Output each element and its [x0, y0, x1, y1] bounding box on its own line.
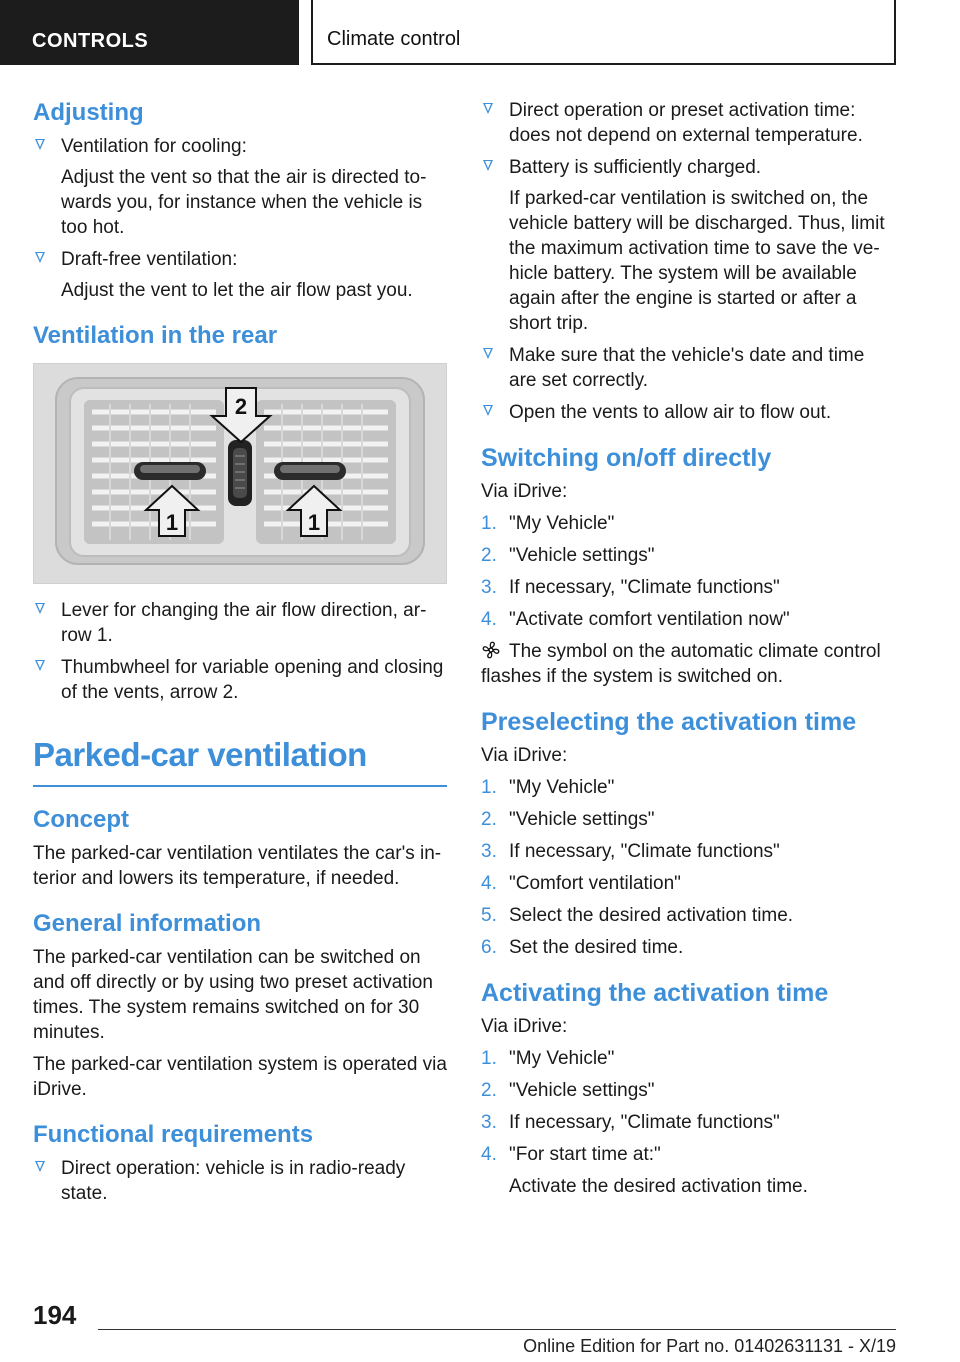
- step-number: 1.: [481, 777, 497, 798]
- bullet-title: Battery is sufficiently charged.: [509, 157, 762, 178]
- step-number: 2.: [481, 545, 497, 566]
- list-item: [481, 511, 891, 536]
- bullet-title: Open the vents to allow air to flow out.: [509, 402, 832, 423]
- list-item: [481, 871, 891, 896]
- step-number: 4.: [481, 1144, 497, 1165]
- bullet-triangle-icon: [35, 660, 45, 671]
- list-item: [481, 1142, 891, 1199]
- switching-heading: Switching on/off directly: [481, 444, 772, 472]
- bullet-item: [33, 134, 447, 240]
- bullet-title: Draft-free ventilation:: [61, 249, 238, 270]
- bullet-triangle-icon: [483, 160, 493, 171]
- header-chapter-label: Climate control: [327, 28, 461, 50]
- step-text: Select the desired activation time.: [509, 905, 794, 926]
- list-item: [481, 903, 891, 928]
- step-text: "Vehicle settings": [509, 1080, 655, 1101]
- bullet-item: [33, 1156, 447, 1206]
- bullet-text: Adjust the vent so that the air is directed to- wards you, for instance when the vehicle is too hot.: [61, 167, 427, 238]
- step-number: 5.: [481, 905, 497, 926]
- via-idrive-text: Via iDrive:: [481, 1016, 568, 1037]
- step-number: 3.: [481, 577, 497, 598]
- header-section-label: CONTROLS: [32, 30, 149, 52]
- general-text: The parked-car ventilation system is operated via iDrive.: [33, 1054, 447, 1100]
- edition-text: Online Edition for Part no. 01402631131 - X/19: [523, 1336, 896, 1356]
- concept-heading: Concept: [33, 806, 129, 833]
- step-text: If necessary, "Climate functions": [509, 577, 780, 598]
- figure-label-2: 2: [234, 394, 248, 419]
- step-text: "Activate comfort ventilation now": [509, 609, 790, 630]
- bullet-triangle-icon: [483, 348, 493, 359]
- parked-car-ventilation-heading: Parked-car ventilation: [33, 735, 447, 787]
- symbol-text: The symbol on the automatic climate control flashes if the system is switched on.: [481, 641, 881, 687]
- bullet-text: Thumbwheel for variable opening and closing of the vents, arrow 2.: [61, 657, 444, 703]
- step-number: 1.: [481, 1048, 497, 1069]
- step-text: "Vehicle settings": [509, 809, 655, 830]
- step-text: "Vehicle settings": [509, 545, 655, 566]
- via-idrive-text: Via iDrive:: [481, 745, 568, 766]
- list-item: [481, 1078, 891, 1103]
- step-text: "For start time at:": [509, 1144, 661, 1165]
- concept-text: The parked-car ventilation ventilates the car's in- terior and lowers its temperature, if needed.: [33, 843, 442, 889]
- activating-heading: Activating the activation time: [481, 979, 829, 1007]
- via-idrive-text: Via iDrive:: [481, 481, 568, 502]
- bullet-item: [33, 655, 447, 705]
- bullet-title: Ventilation for cooling:: [61, 136, 247, 157]
- list-item: [481, 575, 891, 600]
- bullet-triangle-icon: [483, 103, 493, 114]
- bullet-title: Make sure that the vehicle's date and time are set correctly.: [509, 345, 865, 391]
- list-item: [481, 1110, 891, 1135]
- bullet-item: [481, 155, 891, 336]
- right-column: [481, 98, 891, 1206]
- bullet-item: [481, 400, 891, 425]
- step-text: If necessary, "Climate functions": [509, 1112, 780, 1133]
- fan-icon: [481, 640, 501, 660]
- bullet-item: [33, 598, 447, 648]
- bullet-item: [481, 98, 891, 148]
- figure-label-1-left: 1: [165, 510, 179, 535]
- list-item: [481, 935, 891, 960]
- header-chapter-tab: [311, 0, 896, 65]
- step-number: 6.: [481, 937, 497, 958]
- list-item: [481, 543, 891, 568]
- general-information-heading: General information: [33, 910, 262, 937]
- bullet-item: [481, 343, 891, 393]
- symbol-note: [481, 639, 891, 689]
- list-item: [481, 1046, 891, 1071]
- functional-requirements-heading: Functional requirements: [33, 1121, 314, 1148]
- step-text: "My Vehicle": [509, 513, 615, 534]
- bullet-triangle-icon: [35, 1161, 45, 1172]
- bullet-text: If parked-car ventilation is switched on, the vehicle battery will be discharged. Thus, limit the maximum activation time to save the ve- hicle battery. The system will be available again after the engine is started or after a short trip.: [509, 188, 885, 334]
- step-text: "My Vehicle": [509, 1048, 615, 1069]
- step-text: Set the desired time.: [509, 937, 684, 958]
- bullet-triangle-icon: [483, 405, 493, 416]
- step-text: If necessary, "Climate functions": [509, 841, 780, 862]
- left-column: [33, 98, 447, 1213]
- step-subtext: Activate the desired activation time.: [509, 1176, 808, 1197]
- bullet-text: Adjust the vent to let the air flow past you.: [61, 280, 413, 301]
- bullet-item: [33, 247, 447, 303]
- list-item: [481, 807, 891, 832]
- page-number: 194: [33, 1300, 77, 1330]
- step-text: "My Vehicle": [509, 777, 615, 798]
- rear-ventilation-heading: Ventilation in the rear: [33, 322, 278, 349]
- bullet-triangle-icon: [35, 139, 45, 150]
- preselecting-heading: Preselecting the activation time: [481, 708, 857, 736]
- step-number: 3.: [481, 1112, 497, 1133]
- figure-label-1-right: 1: [307, 510, 321, 535]
- footer-divider: [98, 1329, 896, 1330]
- general-text: The parked-car ventilation can be switched on and off directly or by using two preset activation times. The system remains switched on for 30 minutes.: [33, 947, 433, 1043]
- rear-vent-illustration: [33, 363, 447, 584]
- step-number: 4.: [481, 609, 497, 630]
- list-item: [481, 775, 891, 800]
- adjusting-heading: Adjusting: [33, 99, 144, 126]
- bullet-triangle-icon: [35, 603, 45, 614]
- bullet-text: Lever for changing the air flow direction, ar- row 1.: [61, 600, 427, 646]
- list-item: [481, 839, 891, 864]
- bullet-title: Direct operation or preset activation time: does not depend on external temperature.: [509, 100, 863, 146]
- bullet-text: Direct operation: vehicle is in radio-ready state.: [61, 1158, 406, 1204]
- step-number: 4.: [481, 873, 497, 894]
- header-section-tab: [0, 0, 299, 65]
- list-item: [481, 607, 891, 632]
- step-text: "Comfort ventilation": [509, 873, 681, 894]
- step-number: 2.: [481, 1080, 497, 1101]
- bullet-triangle-icon: [35, 252, 45, 263]
- step-number: 1.: [481, 513, 497, 534]
- step-number: 3.: [481, 841, 497, 862]
- step-number: 2.: [481, 809, 497, 830]
